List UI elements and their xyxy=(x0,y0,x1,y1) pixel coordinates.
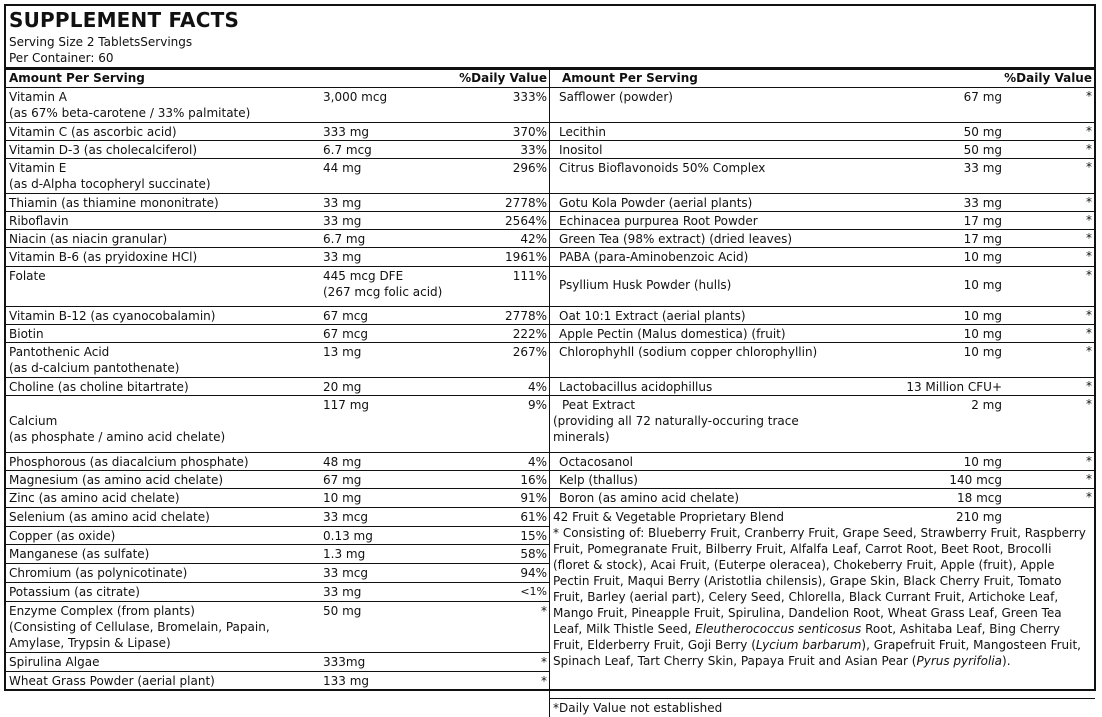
amount-value: 48 mg xyxy=(323,455,362,469)
nutrient-name xyxy=(9,603,270,651)
nutrient-row xyxy=(6,378,549,396)
amount-detail: (267 mcg folic acid) xyxy=(323,285,443,299)
ingredient-row xyxy=(550,230,1095,248)
amount-value: 44 mg xyxy=(323,161,362,175)
ingredient-row xyxy=(550,453,1095,471)
daily-value-asterisk: * xyxy=(1086,231,1092,245)
ingredient-row xyxy=(550,471,1095,489)
nutrient-name-line: Folate xyxy=(9,269,46,283)
amount-per-serving xyxy=(323,603,361,619)
ingredient-row xyxy=(550,343,1095,378)
nutrient-name xyxy=(9,249,197,265)
amount-per-serving xyxy=(323,142,372,158)
nutrient-row xyxy=(6,159,549,194)
amount-value: 333 mg xyxy=(323,125,370,139)
daily-value-asterisk: * xyxy=(1086,89,1092,103)
amount-value: 13 mg xyxy=(323,345,362,359)
amount-value: 33 mg xyxy=(323,250,362,264)
ingredient-name-line: Octacosanol xyxy=(559,455,633,469)
daily-value-percent: 9% xyxy=(527,398,547,412)
daily-value-asterisk: * xyxy=(1086,249,1092,263)
amount-per-serving xyxy=(323,160,361,176)
panel-title: SUPPLEMENT FACTS xyxy=(9,8,240,32)
nutrient-name-line: Vitamin B-6 (as pryidoxine HCl) xyxy=(9,250,198,264)
ingredient-name xyxy=(559,454,633,470)
ingredient-detail-line: minerals) xyxy=(553,430,610,444)
daily-value-footnote: *Daily Value not established xyxy=(553,701,723,715)
serving-info xyxy=(9,34,192,66)
ingredient-name-line: Echinacea purpurea Root Powder xyxy=(559,214,758,228)
nutrient-name-line: Magnesium (as amino acid chelate) xyxy=(9,473,224,487)
daily-value-asterisk: * xyxy=(1086,472,1092,486)
ingredient-row xyxy=(550,489,1095,508)
ingredient-name-line: Citrus Bioflavonoids 50% Complex xyxy=(559,161,766,175)
ingredient-name-line: Safflower (powder) xyxy=(559,90,673,104)
amount-per-serving xyxy=(323,195,361,211)
nutrient-name xyxy=(9,673,215,689)
nutrient-name-line: Niacin (as niacin granular) xyxy=(9,232,168,246)
amount-value: 10 mg xyxy=(323,491,362,505)
amount-per-serving xyxy=(323,472,361,488)
daily-value-percent: 42% xyxy=(520,232,547,246)
daily-value-percent: 91% xyxy=(520,491,547,505)
serving-size-line: Serving Size 2 TabletsServings xyxy=(9,35,193,49)
daily-value-percent: * xyxy=(541,674,547,688)
ingredient-name xyxy=(559,344,817,360)
nutrient-name xyxy=(9,344,179,376)
daily-value-percent: * xyxy=(541,655,547,669)
nutrient-name-line: Biotin xyxy=(9,327,44,341)
daily-value-percent: 4% xyxy=(527,380,547,394)
ingredient-name-line: Psyllium Husk Powder (hulls) xyxy=(559,278,732,292)
ingredient-name-line: Apple Pectin (Malus domestica) (fruit) xyxy=(559,327,786,341)
ingredient-name xyxy=(559,308,746,324)
ingredient-row xyxy=(550,378,1095,396)
nutrient-source-line: (as d-calcium pantothenate) xyxy=(9,361,180,375)
amount-value: 20 mg xyxy=(323,380,362,394)
nutrient-row xyxy=(6,653,549,672)
nutrient-row xyxy=(6,343,549,378)
nutrient-name-line: Thiamin (as thiamine mononitrate) xyxy=(9,196,219,210)
right-column-header xyxy=(550,70,1095,88)
amount-value: 1.3 mg xyxy=(323,547,366,561)
nutrient-name xyxy=(9,142,197,158)
ingredient-name-line: Chlorophyhll (sodium copper chlorophyllin) xyxy=(559,345,818,359)
nutrient-row xyxy=(6,307,549,325)
ingredient-row xyxy=(550,159,1095,194)
nutrient-name-line: Pantothenic Acid xyxy=(9,345,110,359)
ingredient-name-line: Oat 10:1 Extract (aerial plants) xyxy=(559,309,746,323)
daily-value-asterisk: * xyxy=(1086,344,1092,358)
nutrient-name-line: Selenium (as amino acid chelate) xyxy=(9,510,210,524)
daily-value-asterisk: * xyxy=(1086,195,1092,209)
amount-per-serving: 10 mg xyxy=(963,278,1002,292)
ingredient-name xyxy=(559,89,673,105)
amount-per-serving xyxy=(323,308,368,324)
nutrient-row xyxy=(6,672,549,690)
nutrient-row xyxy=(6,545,549,564)
footnote-row xyxy=(550,699,1095,717)
ingredient-row xyxy=(550,88,1095,123)
amount-per-serving xyxy=(323,673,369,689)
nutrient-row xyxy=(6,325,549,343)
amount-per-serving xyxy=(323,654,365,670)
nutrient-name xyxy=(9,308,215,324)
nutrient-name xyxy=(9,268,46,284)
amount-per-serving xyxy=(323,249,361,265)
daily-value-asterisk: * xyxy=(1086,160,1092,174)
nutrient-name xyxy=(9,326,44,342)
amount-value: 33 mcg xyxy=(323,510,368,524)
amount-per-serving-heading: Amount Per Serving xyxy=(562,71,698,85)
daily-value-percent: 2564% xyxy=(505,214,547,228)
ingredient-name xyxy=(559,277,731,293)
amount-value: 67 mg xyxy=(323,473,362,487)
ingredient-name xyxy=(559,142,602,158)
blend-ingredients: * Consisting of: Blueberry Fruit, Cranberry Fruit, Grape Seed, Strawberry Fruit, Raspberry Fruit, Pomegranate Fruit, Bilberry Fruit, Alfalfa Leaf, Carrot Root, Beet Root, Brocolli (floret & stock), Acai Fruit, (Euterpe oleracea), Chokeberry Fruit, Apple (fruit), Apple Pectin Fruit, Maqui Berry (Aristotlia chilensis), Grape Skin, Black Cherry Fruit, Tomato Fruit, Barley (aerial part), Celery Seed, Chlorella, Black Currant Fruit, Artichoke Leaf, Mango Fruit, Pineapple Fruit, Spirulina, Dandelion Root, Wheat Grass Leaf, Green Tea Leaf, Milk Thistle Seed, Eleutherococcus senticosus Root, Ashitaba Leaf, Bing Cherry Fruit, Elderberry Fruit, Goji Berry (Lycium barbarum), Grapefruit Fruit, Mangosteen Fruit, Spinach Leaf, Tart Cherry Skin, Papaya Fruit and Asian Pear (Pyrus pyrifolia). xyxy=(553,526,1086,668)
right-nutrient-column xyxy=(549,70,1095,717)
amount-per-serving: 140 mcg xyxy=(949,473,1002,487)
nutrient-name-line: Wheat Grass Powder (aerial plant) xyxy=(9,674,215,688)
daily-value-asterisk: * xyxy=(1086,379,1092,393)
ingredient-name xyxy=(559,490,739,506)
amount-per-serving: 50 mg xyxy=(963,125,1002,139)
nutrient-name-line: Potassium (as citrate) xyxy=(9,585,140,599)
nutrient-name-line: Vitamin D-3 (as cholecalciferol) xyxy=(9,143,198,157)
daily-value-asterisk: * xyxy=(1086,268,1092,282)
blend-amount: 210 mg xyxy=(955,510,1002,524)
nutrient-name xyxy=(9,472,223,488)
amount-value: 33 mg xyxy=(323,196,362,210)
amount-value: 33 mg xyxy=(323,214,362,228)
nutrient-name-line: Zinc (as amino acid chelate) xyxy=(9,491,180,505)
ingredient-name-line: Green Tea (98% extract) (dried leaves) xyxy=(559,232,793,246)
ingredient-name xyxy=(559,472,638,488)
amount-value: 117 mg xyxy=(323,398,370,412)
nutrient-source-line: (as d-Alpha tocopheryl succinate) xyxy=(9,177,211,191)
nutrient-row xyxy=(6,489,549,508)
amount-value: 133 mg xyxy=(323,674,370,688)
daily-value-percent: 2778% xyxy=(505,196,547,210)
amount-per-serving xyxy=(323,509,368,525)
nutrient-source-line: Amylase, Trypsin & Lipase) xyxy=(9,636,171,650)
nutrient-source-line: (as phosphate / amino acid chelate) xyxy=(9,430,226,444)
ingredient-row xyxy=(550,141,1095,159)
amount-per-serving: 10 mg xyxy=(963,309,1002,323)
nutrient-row xyxy=(6,194,549,212)
daily-value-asterisk: * xyxy=(1086,142,1092,156)
amount-per-serving: 33 mg xyxy=(963,196,1002,210)
amount-per-serving: 33 mg xyxy=(963,161,1002,175)
ingredient-name xyxy=(559,124,606,140)
nutrient-name-line: Vitamin B-12 (as cyanocobalamin) xyxy=(9,309,216,323)
amount-per-serving xyxy=(323,268,442,300)
daily-value-heading: %Daily Value xyxy=(459,71,547,85)
ingredient-detail-line: (providing all 72 naturally-occuring trace xyxy=(553,414,799,428)
daily-value-asterisk: * xyxy=(1086,213,1092,227)
amount-per-serving: 17 mg xyxy=(963,214,1002,228)
ingredient-name-line: Kelp (thallus) xyxy=(559,473,638,487)
daily-value-asterisk: * xyxy=(1086,490,1092,504)
ingredient-name-line: Boron (as amino acid chelate) xyxy=(559,491,740,505)
ingredient-name xyxy=(553,397,799,445)
nutrient-name xyxy=(9,565,187,581)
daily-value-percent: 58% xyxy=(520,547,547,561)
ingredient-row xyxy=(550,194,1095,212)
daily-value-asterisk: * xyxy=(1086,308,1092,322)
nutrient-name xyxy=(9,454,249,470)
daily-value-asterisk: * xyxy=(1086,454,1092,468)
nutrient-name xyxy=(9,160,211,192)
nutrient-row xyxy=(6,230,549,248)
amount-per-serving xyxy=(323,584,361,600)
amount-value: 33 mg xyxy=(323,585,362,599)
amount-value: 6.7 mg xyxy=(323,232,366,246)
nutrient-name-line: Spirulina Algae xyxy=(9,655,100,669)
daily-value-percent: 111% xyxy=(512,269,547,283)
nutrient-name-line: Vitamin E xyxy=(9,161,67,175)
amount-value: 6.7 mcg xyxy=(323,143,372,157)
nutrient-name xyxy=(9,379,189,395)
amount-per-serving: 17 mg xyxy=(963,232,1002,246)
amount-per-serving xyxy=(323,565,368,581)
nutrient-name-line: Calcium xyxy=(9,414,58,428)
nutrient-name-line: Vitamin A xyxy=(9,90,67,104)
nutrient-row xyxy=(6,564,549,583)
amount-value: 0.13 mg xyxy=(323,529,373,543)
amount-per-serving xyxy=(323,397,369,413)
ingredient-name xyxy=(559,160,765,176)
nutrient-name xyxy=(9,584,140,600)
amount-per-serving: 18 mcg xyxy=(957,491,1002,505)
ingredient-row xyxy=(550,396,1095,453)
daily-value-percent: 33% xyxy=(520,143,547,157)
nutrient-name xyxy=(9,231,167,247)
daily-value-asterisk: * xyxy=(1086,326,1092,340)
daily-value-percent: 94% xyxy=(520,566,547,580)
left-column-header xyxy=(6,70,549,88)
amount-per-serving xyxy=(323,490,361,506)
ingredient-name-line: Gotu Kola Powder (aerial plants) xyxy=(559,196,753,210)
nutrient-source-line: (as 67% beta-carotene / 33% palmitate) xyxy=(9,106,251,120)
amount-value: 445 mcg DFE xyxy=(323,269,404,283)
amount-value: 33 mcg xyxy=(323,566,368,580)
daily-value-percent: * xyxy=(541,604,547,618)
panel-header xyxy=(6,6,1094,70)
ingredient-row xyxy=(550,307,1095,325)
nutrient-row xyxy=(6,141,549,159)
amount-per-serving: 2 mg xyxy=(971,398,1002,412)
daily-value-percent: 333% xyxy=(512,90,547,104)
amount-per-serving xyxy=(323,344,361,360)
amount-per-serving: 10 mg xyxy=(963,455,1002,469)
nutrient-name-line: Copper (as oxide) xyxy=(9,529,116,543)
amount-per-serving xyxy=(323,124,369,140)
ingredient-row xyxy=(550,212,1095,230)
nutrient-name-line: Chromium (as polynicotinate) xyxy=(9,566,188,580)
daily-value-percent: 61% xyxy=(520,510,547,524)
nutrient-row xyxy=(6,583,549,602)
nutrient-row xyxy=(6,88,549,123)
ingredient-name-line: Peat Extract xyxy=(562,398,636,412)
ingredient-row xyxy=(550,267,1095,307)
ingredient-name-line: Lactobacillus acidophillus xyxy=(559,380,713,394)
nutrient-name xyxy=(9,509,210,525)
amount-value: 50 mg xyxy=(323,604,362,618)
ingredient-name xyxy=(559,231,792,247)
ingredient-name xyxy=(559,379,712,395)
amount-value: 333mg xyxy=(323,655,366,669)
nutrient-name xyxy=(9,528,115,544)
nutrient-name-line: Vitamin C (as ascorbic acid) xyxy=(9,125,177,139)
nutrient-name-line: Phosphorous (as diacalcium phosphate) xyxy=(9,455,249,469)
servings-per-container-line: Per Container: 60 xyxy=(9,51,114,65)
nutrient-row xyxy=(6,123,549,141)
daily-value-percent: 15% xyxy=(520,529,547,543)
daily-value-percent: 16% xyxy=(520,473,547,487)
nutrient-name xyxy=(9,413,225,445)
daily-value-asterisk: * xyxy=(1086,397,1092,411)
nutrient-name-line: Choline (as choline bitartrate) xyxy=(9,380,189,394)
amount-per-serving: 10 mg xyxy=(963,327,1002,341)
amount-per-serving xyxy=(323,213,361,229)
blend-name: 42 Fruit & Vegetable Proprietary Blend xyxy=(553,510,784,524)
ingredient-row xyxy=(550,325,1095,343)
nutrient-name xyxy=(9,124,177,140)
amount-per-serving: 13 Million CFU+ xyxy=(906,380,1002,394)
nutrient-row xyxy=(6,212,549,230)
amount-per-serving xyxy=(323,546,365,562)
supplement-facts-panel xyxy=(4,4,1096,715)
daily-value-percent: 296% xyxy=(512,161,547,175)
proprietary-blend-row xyxy=(550,508,1095,699)
nutrient-name xyxy=(9,654,99,670)
left-nutrient-column xyxy=(6,70,549,690)
nutrient-name-line: Manganese (as sulfate) xyxy=(9,547,150,561)
nutrient-name xyxy=(9,195,219,211)
daily-value-percent: 222% xyxy=(512,327,547,341)
amount-per-serving: 50 mg xyxy=(963,143,1002,157)
amount-per-serving xyxy=(323,379,361,395)
amount-per-serving xyxy=(323,89,387,105)
nutrient-name xyxy=(9,490,180,506)
amount-per-serving xyxy=(323,231,365,247)
nutrient-row xyxy=(6,527,549,545)
nutrient-row xyxy=(6,248,549,267)
amount-per-serving: 10 mg xyxy=(963,345,1002,359)
amount-per-serving xyxy=(323,326,368,342)
ingredient-row xyxy=(550,248,1095,267)
nutrient-source-line: (Consisting of Cellulase, Bromelain, Papain, xyxy=(9,620,270,634)
ingredient-name xyxy=(559,213,758,229)
ingredient-name xyxy=(559,249,748,265)
amount-per-serving-heading: Amount Per Serving xyxy=(9,71,145,85)
ingredient-name-line: PABA (para-Aminobenzoic Acid) xyxy=(559,250,749,264)
daily-value-percent: 370% xyxy=(512,125,547,139)
amount-value: 67 mcg xyxy=(323,309,368,323)
amount-value: 3,000 mcg xyxy=(323,90,388,104)
ingredient-name-line: Inositol xyxy=(559,143,603,157)
daily-value-percent: 4% xyxy=(527,455,547,469)
daily-value-percent: <1% xyxy=(520,585,547,598)
nutrient-row xyxy=(6,396,549,453)
daily-value-asterisk: * xyxy=(1086,124,1092,138)
nutrient-name xyxy=(9,546,149,562)
amount-per-serving: 67 mg xyxy=(963,90,1002,104)
nutrient-name-line: Enzyme Complex (from plants) xyxy=(9,604,195,618)
nutrient-name xyxy=(9,89,250,121)
amount-per-serving xyxy=(323,528,373,544)
nutrient-row xyxy=(6,471,549,489)
daily-value-percent: 267% xyxy=(512,345,547,359)
amount-per-serving xyxy=(323,454,361,470)
daily-value-percent: 1961% xyxy=(505,250,547,264)
ingredient-row xyxy=(550,123,1095,141)
nutrient-row xyxy=(6,453,549,471)
amount-per-serving: 10 mg xyxy=(963,250,1002,264)
nutrient-name-line: Riboflavin xyxy=(9,214,69,228)
nutrient-row xyxy=(6,508,549,527)
ingredient-name xyxy=(559,195,752,211)
amount-value: 67 mcg xyxy=(323,327,368,341)
nutrient-name xyxy=(9,213,69,229)
nutrient-row xyxy=(6,602,549,653)
daily-value-percent: 2778% xyxy=(505,309,547,323)
daily-value-heading: %Daily Value xyxy=(1004,71,1092,85)
ingredient-name-line: Lecithin xyxy=(559,125,607,139)
nutrient-row xyxy=(6,267,549,307)
ingredient-name xyxy=(559,326,786,342)
